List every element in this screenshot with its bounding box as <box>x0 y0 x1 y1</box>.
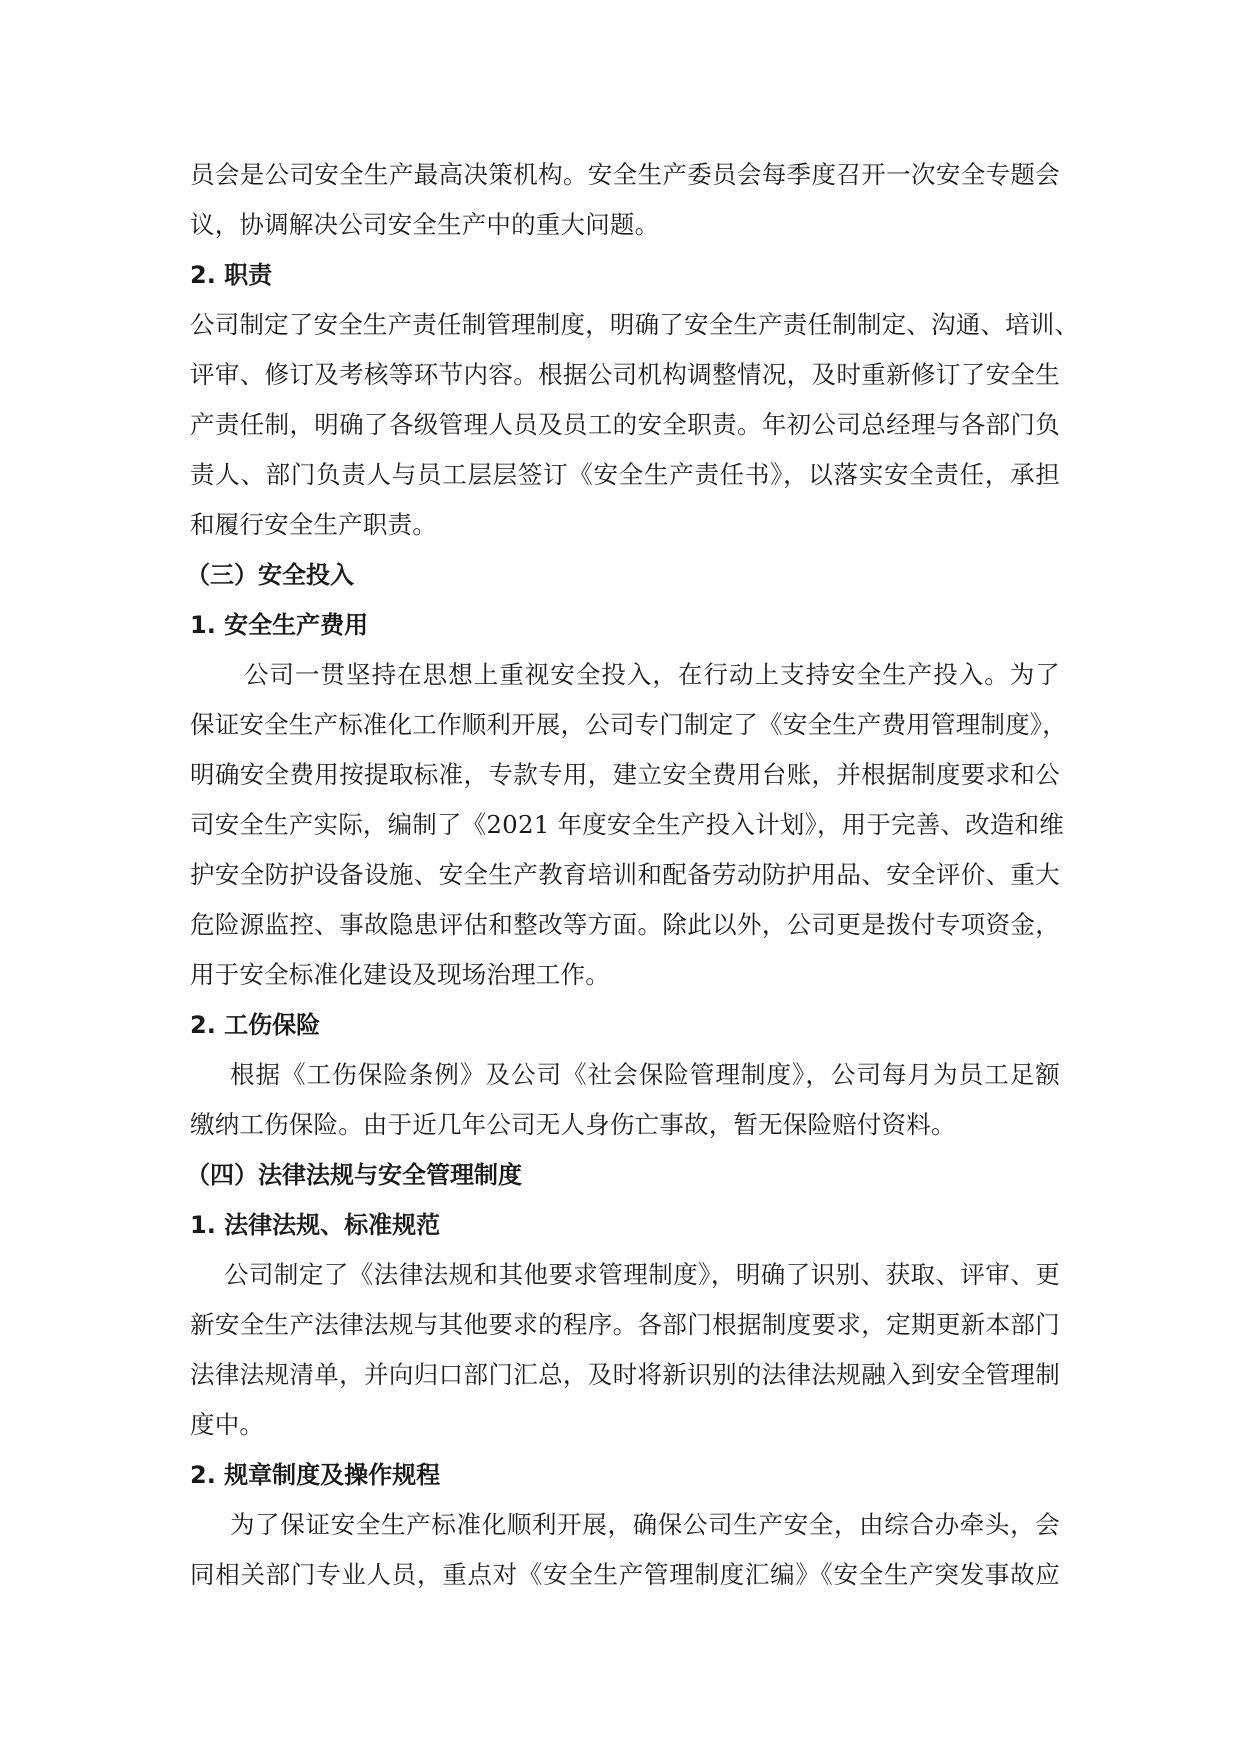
paragraph-line: 危险源监控、事故隐患评估和整改等方面。除此以外，公司更是拨付专项资金， <box>190 910 1060 939</box>
subheading-work-injury-insurance: 2. 工伤保险 <box>190 1011 321 1039</box>
section-heading-laws: （四）法律法规与安全管理制度 <box>186 1161 522 1189</box>
paragraph-line: 用于安全标准化建设及现场治理工作。 <box>190 960 610 989</box>
paragraph-line: 根据《工伤保险条例》及公司《社会保险管理制度》，公司每月为员工足额 <box>230 1060 1060 1089</box>
paragraph-line: 护安全防护设备设施、安全生产教育培训和配备劳动防护用品、安全评价、重大 <box>190 860 1060 889</box>
paragraph-line: 新安全生产法律法规与其他要求的程序。各部门根据制度要求，定期更新本部门 <box>190 1310 1060 1339</box>
paragraph-line: 度中。 <box>190 1410 265 1439</box>
paragraph-line: 法律法规清单，并向归口部门汇总，及时将新识别的法律法规融入到安全管理制 <box>190 1360 1060 1389</box>
paragraph-line: 员会是公司安全生产最高决策机构。安全生产委员会每季度召开一次安全专题会 <box>190 160 1060 189</box>
paragraph-line: 议，协调解决公司安全生产中的重大问题。 <box>190 210 660 239</box>
paragraph-line: 公司制定了安全生产责任制管理制度，明确了安全生产责任制制定、沟通、培训、 <box>190 310 1080 339</box>
paragraph-line: 缴纳工伤保险。由于近几年公司无人身伤亡事故，暂无保险赔付资料。 <box>190 1110 956 1139</box>
paragraph-line: 为了保证安全生产标准化顺利开展，确保公司生产安全，由综合办牵头，会 <box>230 1510 1060 1539</box>
subheading-rules-procedures: 2. 规章制度及操作规程 <box>190 1461 441 1489</box>
paragraph-line: 产责任制，明确了各级管理人员及员工的安全职责。年初公司总经理与各部门负 <box>190 410 1060 439</box>
paragraph-line: 司安全生产实际，编制了《2021 年度安全生产投入计划》，用于完善、改造和维 <box>190 810 1064 839</box>
paragraph-line: 公司一贯坚持在思想上重视安全投入，在行动上支持安全生产投入。为了 <box>244 660 1060 689</box>
paragraph-line: 和履行安全生产职责。 <box>190 510 437 539</box>
paragraph-line: 保证安全生产标准化工作顺利开展，公司专门制定了《安全生产费用管理制度》， <box>190 710 1067 739</box>
subheading-laws-standards: 1. 法律法规、标准规范 <box>190 1211 441 1239</box>
paragraph-line: 责人、部门负责人与员工层层签订《安全生产责任书》，以落实安全责任，承担 <box>190 460 1060 489</box>
paragraph-line: 同相关部门专业人员，重点对《安全生产管理制度汇编》《安全生产突发事故应 <box>190 1560 1060 1589</box>
subheading-safety-cost: 1. 安全生产费用 <box>190 611 369 639</box>
section-heading-safety-input: （三）安全投入 <box>186 561 354 589</box>
document-page <box>186 150 1080 1600</box>
subheading-duties: 2. 职责 <box>190 261 273 289</box>
paragraph-line: 公司制定了《法律法规和其他要求管理制度》，明确了识别、获取、评审、更 <box>224 1260 1060 1289</box>
paragraph-line: 明确安全费用按提取标准，专款专用，建立安全费用台账，并根据制度要求和公 <box>190 760 1060 789</box>
paragraph-line: 评审、修订及考核等环节内容。根据公司机构调整情况，及时重新修订了安全生 <box>190 360 1060 389</box>
